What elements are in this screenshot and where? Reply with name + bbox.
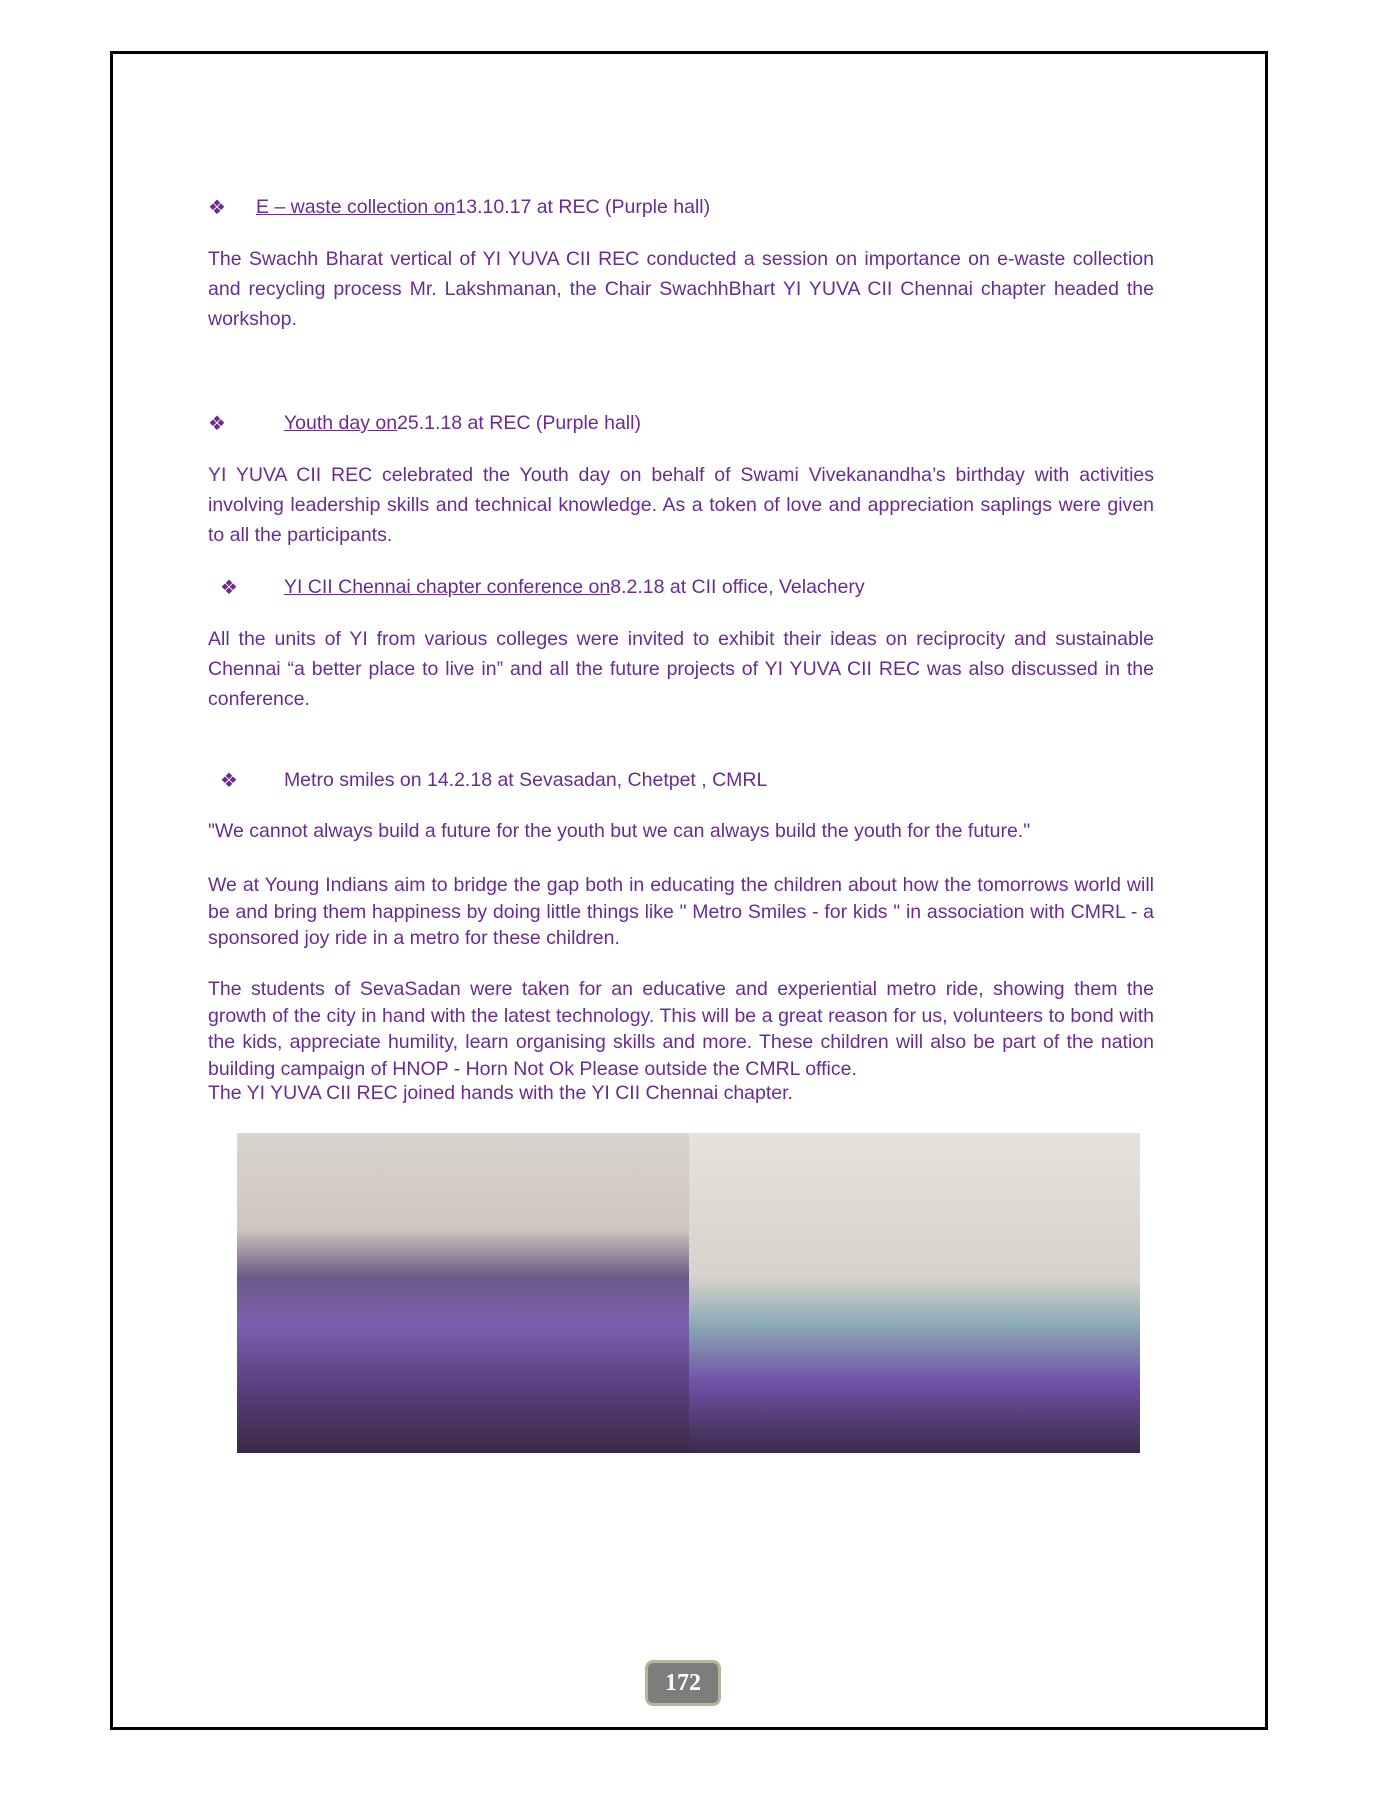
heading-rest: Metro smiles on 14.2.18 at Sevasadan, Chetpet , CMRL xyxy=(283,769,768,791)
photo-volunteers-standing xyxy=(689,1133,1141,1453)
diamond-bullet-icon: ❖ xyxy=(220,770,238,792)
section-heading-youth-day xyxy=(208,411,1154,436)
heading-rest: 8.2.18 at CII office, Velachery xyxy=(610,576,865,598)
metro-paragraph-2: The students of SevaSadan were taken for an educative and experiential metro ride, showing them the growth of the city in hand with the latest technology. This will be a great reason for us, volunteers to bond with the kids, appreciate humility, learn organising skills and more. These children will also be part of the nation building campaign of HNOP - Horn Not Ok Please outside the CMRL office. xyxy=(208,978,1154,1080)
heading-rest: 13.10.17 at REC (Purple hall) xyxy=(455,196,711,218)
event-photo xyxy=(237,1133,1140,1453)
diamond-bullet-icon: ❖ xyxy=(208,197,226,219)
metro-paragraph-3: The YI YUVA CII REC joined hands with the YI CII Chennai chapter. xyxy=(208,1082,793,1104)
heading-rest: 25.1.18 at REC (Purple hall) xyxy=(397,412,641,434)
page-number: 172 xyxy=(645,1660,721,1706)
conference-paragraph: All the units of YI from various colleges were invited to exhibit their ideas on reciprocity and sustainable Chennai “a better place to live in” and all the future projects of YI YUVA CII REC was also discussed in the conference. xyxy=(208,628,1154,710)
heading-underlined: E – waste collection on xyxy=(255,196,456,218)
metro-paragraph-1: We at Young Indians aim to bridge the gap both in educating the children about how the tomorrows world will be and bring them happiness by doing little things like " Metro Smiles - for kids " in association with CMRL - a sponsored joy ride in a metro for these children. xyxy=(208,874,1154,949)
heading-underlined: Youth day on xyxy=(283,412,398,434)
ewaste-paragraph: The Swachh Bharat vertical of YI YUVA CII REC conducted a session on importance on e-waste collection and recycling process Mr. Lakshmanan, the Chair SwachhBhart YI YUVA CII Chennai chapter headed the workshop. xyxy=(208,248,1154,330)
metro-quote: "We cannot always build a future for the youth but we can always build the youth for the future." xyxy=(208,820,1031,842)
photo-students-seated xyxy=(237,1133,689,1453)
section-heading-metro-smiles xyxy=(208,768,1154,793)
diamond-bullet-icon: ❖ xyxy=(220,577,238,599)
diamond-bullet-icon: ❖ xyxy=(208,413,226,435)
youth-day-paragraph: YI YUVA CII REC celebrated the Youth day on behalf of Swami Vivekanandha’s birthday with activities involving leadership skills and technical knowledge. As a token of love and appreciation saplings were given to all the participants. xyxy=(208,464,1154,546)
heading-underlined: YI CII Chennai chapter conference on xyxy=(283,576,611,598)
section-heading-conference xyxy=(208,575,1154,600)
section-heading-ewaste xyxy=(208,195,1154,220)
